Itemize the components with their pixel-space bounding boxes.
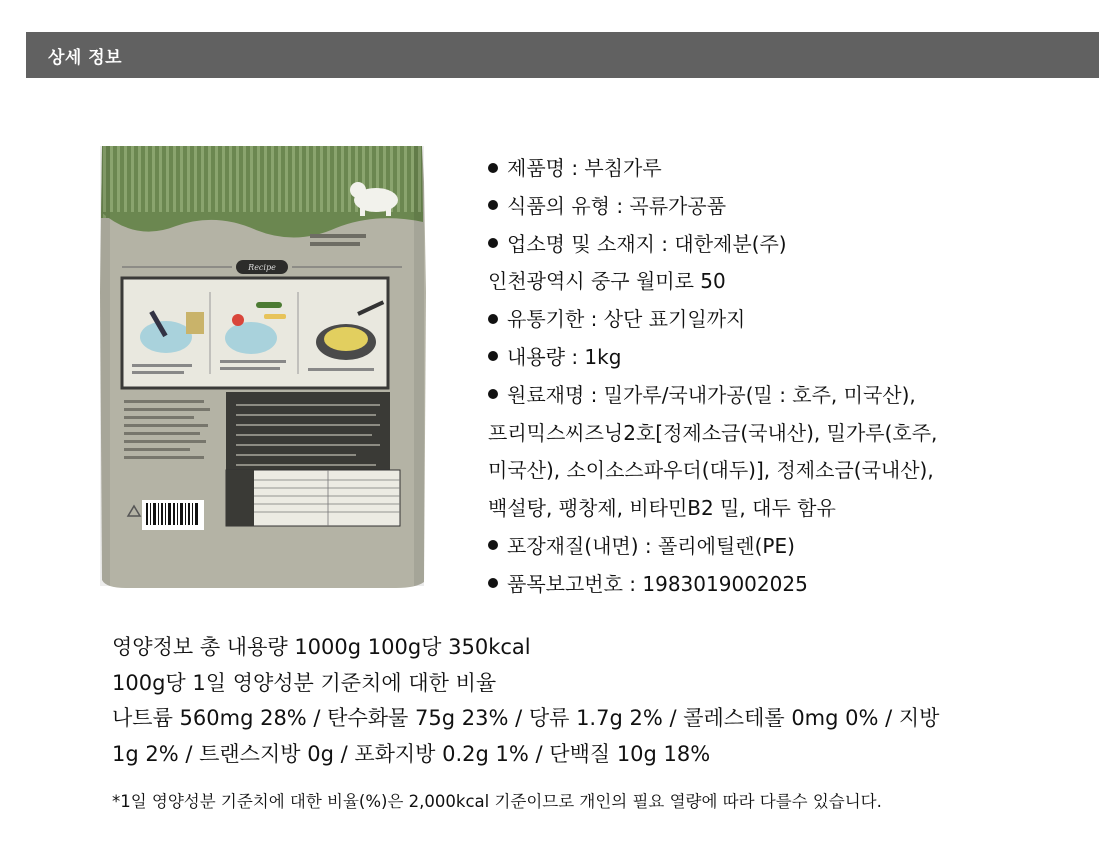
info-content-amount: 내용량 : 1kg — [488, 339, 1088, 377]
nutrition-footnote: *1일 영양성분 기준치에 대한 비율(%)은 2,000kcal 기준이므로 개인의 필요 열량에 따라 다를수 있습니다. — [112, 792, 882, 811]
bullet-icon — [488, 540, 498, 550]
info-product-name: 제품명 : 부침가루 — [488, 150, 1088, 188]
nutrition-line: 나트륨 560mg 28% / 탄수화물 75g 23% / 당류 1.7g 2% / 콜레스테롤 0mg 0% / 지방 — [112, 706, 940, 730]
recipe-label: Recipe — [248, 263, 276, 272]
bullet-icon — [488, 389, 498, 399]
bullet-icon — [488, 351, 498, 361]
info-ingredients-cont: 미국산), 소이소스파우더(대두)], 정제소금(국내산), — [488, 458, 934, 483]
nutrition-line: 영양정보 총 내용량 1000g 100g당 350kcal — [112, 635, 531, 659]
info-report-number: 품목보고번호 : 1983019002025 — [488, 566, 1088, 604]
info-ingredients: 원료재명 : 밀가루/국내가공(밀 : 호주, 미국산), — [488, 377, 1088, 415]
nutrition-line: 100g당 1일 영양성분 기준치에 대한 비율 — [112, 670, 497, 695]
nutrition-line: 1g 2% / 트랜스지방 0g / 포화지방 0.2g 1% / 단백질 10g 18% — [112, 741, 711, 766]
info-ingredients-cont: 백설탕, 팽창제, 비타민B2 밀, 대두 함유 — [488, 496, 836, 521]
info-manufacturer: 업소명 및 소재지 : 대한제분(주) — [488, 226, 1088, 264]
section-title: 상세 정보 — [48, 48, 123, 68]
product-info-list — [488, 150, 1088, 604]
bullet-icon — [488, 578, 498, 588]
bullet-icon — [488, 238, 498, 248]
info-food-type: 식품의 유형 : 곡류가공품 — [488, 188, 1088, 226]
nutrition-info — [112, 630, 1102, 772]
info-address: 인천광역시 중구 월미로 50 — [488, 269, 726, 294]
section-header-bar — [26, 32, 1099, 78]
info-ingredients-cont: 프리믹스씨즈닝2호[정제소금(국내산), 밀가루(호주, — [488, 420, 938, 445]
product-package-image — [96, 142, 428, 590]
bullet-icon — [488, 200, 498, 210]
bullet-icon — [488, 314, 498, 324]
bullet-icon — [488, 163, 498, 173]
info-expiry: 유통기한 : 상단 표기일까지 — [488, 301, 1088, 339]
info-packaging: 포장재질(내면) : 폴리에틸렌(PE) — [488, 528, 1088, 566]
